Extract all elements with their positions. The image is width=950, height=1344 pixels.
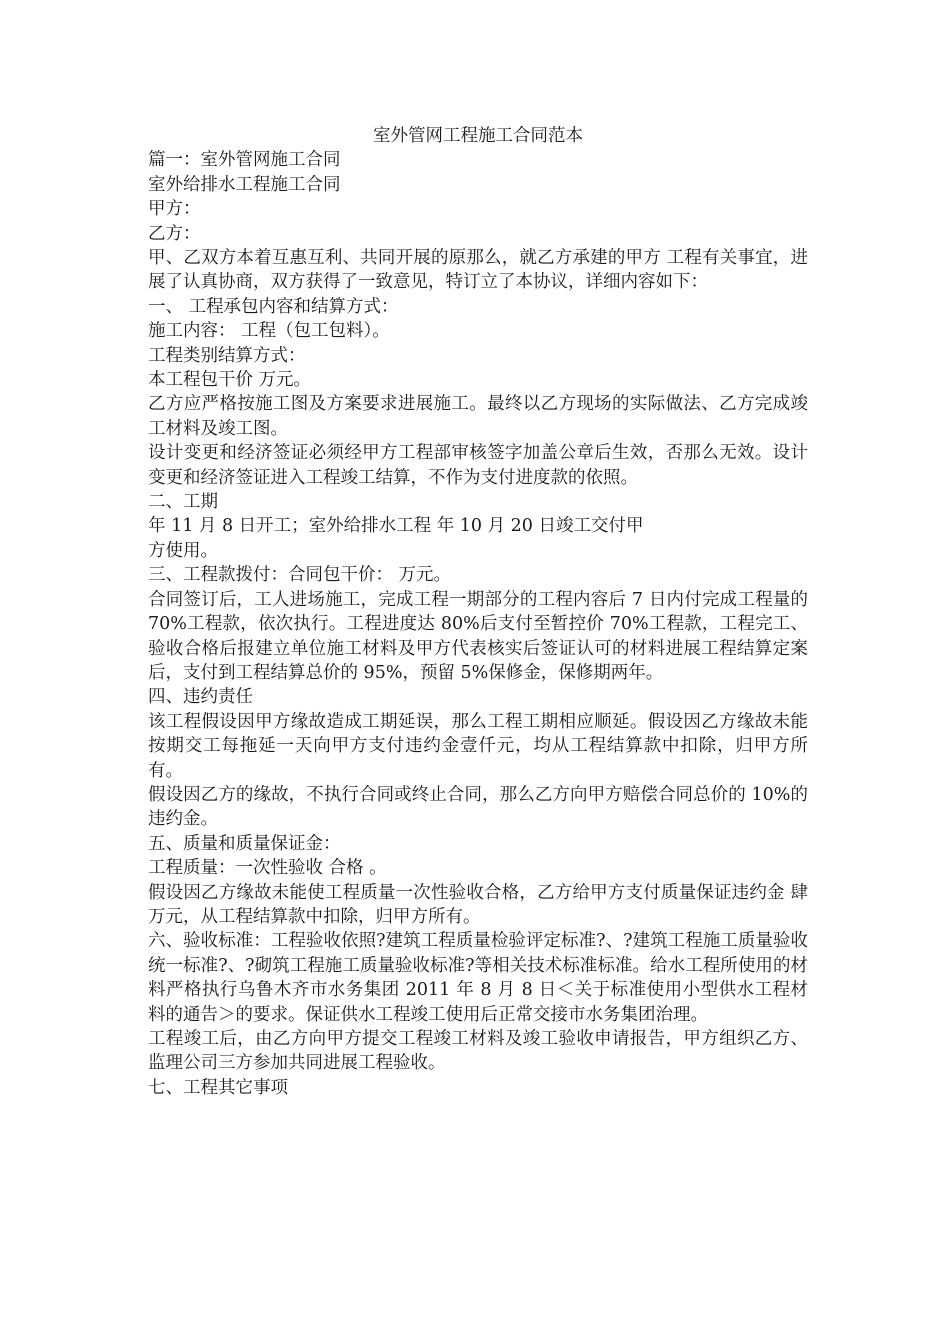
clause-2-heading: 二、工期 (148, 492, 218, 513)
clause-4-delay: 该工程假设因甲方缘故造成工期延误，那么工程工期相应顺延。假设因乙方缘故未能按期交工每拖延一天向甲方支付违约金壹仟元，均从工程结算款中扣除，归甲方所有。 (148, 711, 808, 781)
clause-1-content: 施工内容： 工程（包工包料）。 (148, 321, 390, 342)
clause-1-construction-requirement: 乙方应严格按施工图及方案要求进展施工。最终以乙方现场的实际做法、乙方完成竣工材料及竣工图。 (148, 394, 808, 439)
clause-4-termination: 假设因乙方的缘故，不执行合同或终止合同，那么乙方向甲方赔偿合同总价的 10%的违约金。 (148, 784, 808, 830)
party-b-line: 乙方： (148, 223, 201, 244)
clause-1-price: 本工程包干价 万元。 (148, 370, 312, 391)
clause-6-standards: 六、验收标准：工程验收依照?建筑工程质量检验评定标准?、?建筑工程施工质量验收统一标准?、?砌筑工程施工质量验收标准?等相关技术标准标准。给水工程所使用的材料严格执行乌鲁木齐市水务集团 2011 年 8 月 8 日＜关于标准使用小型供水工程材料的通告＞的要求。保证供水工程竣工使用后正常交接市水务集团治理。 (148, 931, 808, 1025)
clause-2-schedule-cont: 方使用。 (148, 540, 218, 561)
clause-4-heading: 四、违约责任 (148, 687, 253, 708)
clause-3-heading: 三、工程款拨付：合同包干价： 万元。 (148, 565, 452, 586)
clause-6-acceptance: 工程竣工后，由乙方向甲方提交工程竣工材料及竣工验收申请报告，甲方组织乙方、监理公司三方参加共同进展工程验收。 (148, 1029, 808, 1074)
document-title: 室外管网工程施工合同范本 (373, 126, 583, 146)
clause-1-settlement: 工程类别结算方式： (148, 345, 306, 366)
clause-1-design-change: 设计变更和经济签证必须经甲方工程部审核签字加盖公章后生效，否那么无效。设计变更和经济签证进入工程竣工结算，不作为支付进度款的依照。 (148, 443, 808, 488)
document-body (148, 124, 808, 1100)
contract-name: 室外给排水工程施工合同 (148, 174, 341, 195)
clause-7-heading: 七、工程其它事项 (148, 1077, 288, 1098)
clause-5-guarantee: 假设因乙方缘故未能使工程质量一次性验收合格，乙方给甲方支付质量保证违约金 肆 万元，从工程结算款中扣除，归甲方所有。 (148, 882, 808, 927)
clause-5-heading: 五、质量和质量保证金： (148, 833, 341, 854)
clause-5-quality: 工程质量：一次性验收 合格 。 (148, 858, 387, 879)
clause-1-heading: 一、 工程承包内容和结算方式： (148, 296, 399, 317)
clause-2-schedule: 年 11 月 8 日开工；室外给排水工程 年 10 月 20 日竣工交付甲 (148, 516, 644, 537)
preamble-paragraph: 甲、乙双方本着互惠互利、共同开展的原那么，就乙方承建的甲方 工程有关事宜，进展了认真协商，双方获得了一致意见，特订立了本协议，详细内容如下： (148, 248, 808, 293)
section-heading-part-one: 篇一：室外管网施工合同 (148, 150, 341, 171)
clause-3-payment: 合同签订后，工人进场施工，完成工程一期部分的工程内容后 7 日内付完成工程量的 70%工程款，依次执行。工程进度达 80%后支付至暂控价 70%工程款，工程完工、验收合格后报建立单位施工材料及甲方代表核实后签证认可的材料进展工程结算定案后，支付到工程结算总价的 95%，预留 5%保修金，保修期两年。 (148, 589, 808, 683)
party-a-line: 甲方： (148, 199, 201, 220)
